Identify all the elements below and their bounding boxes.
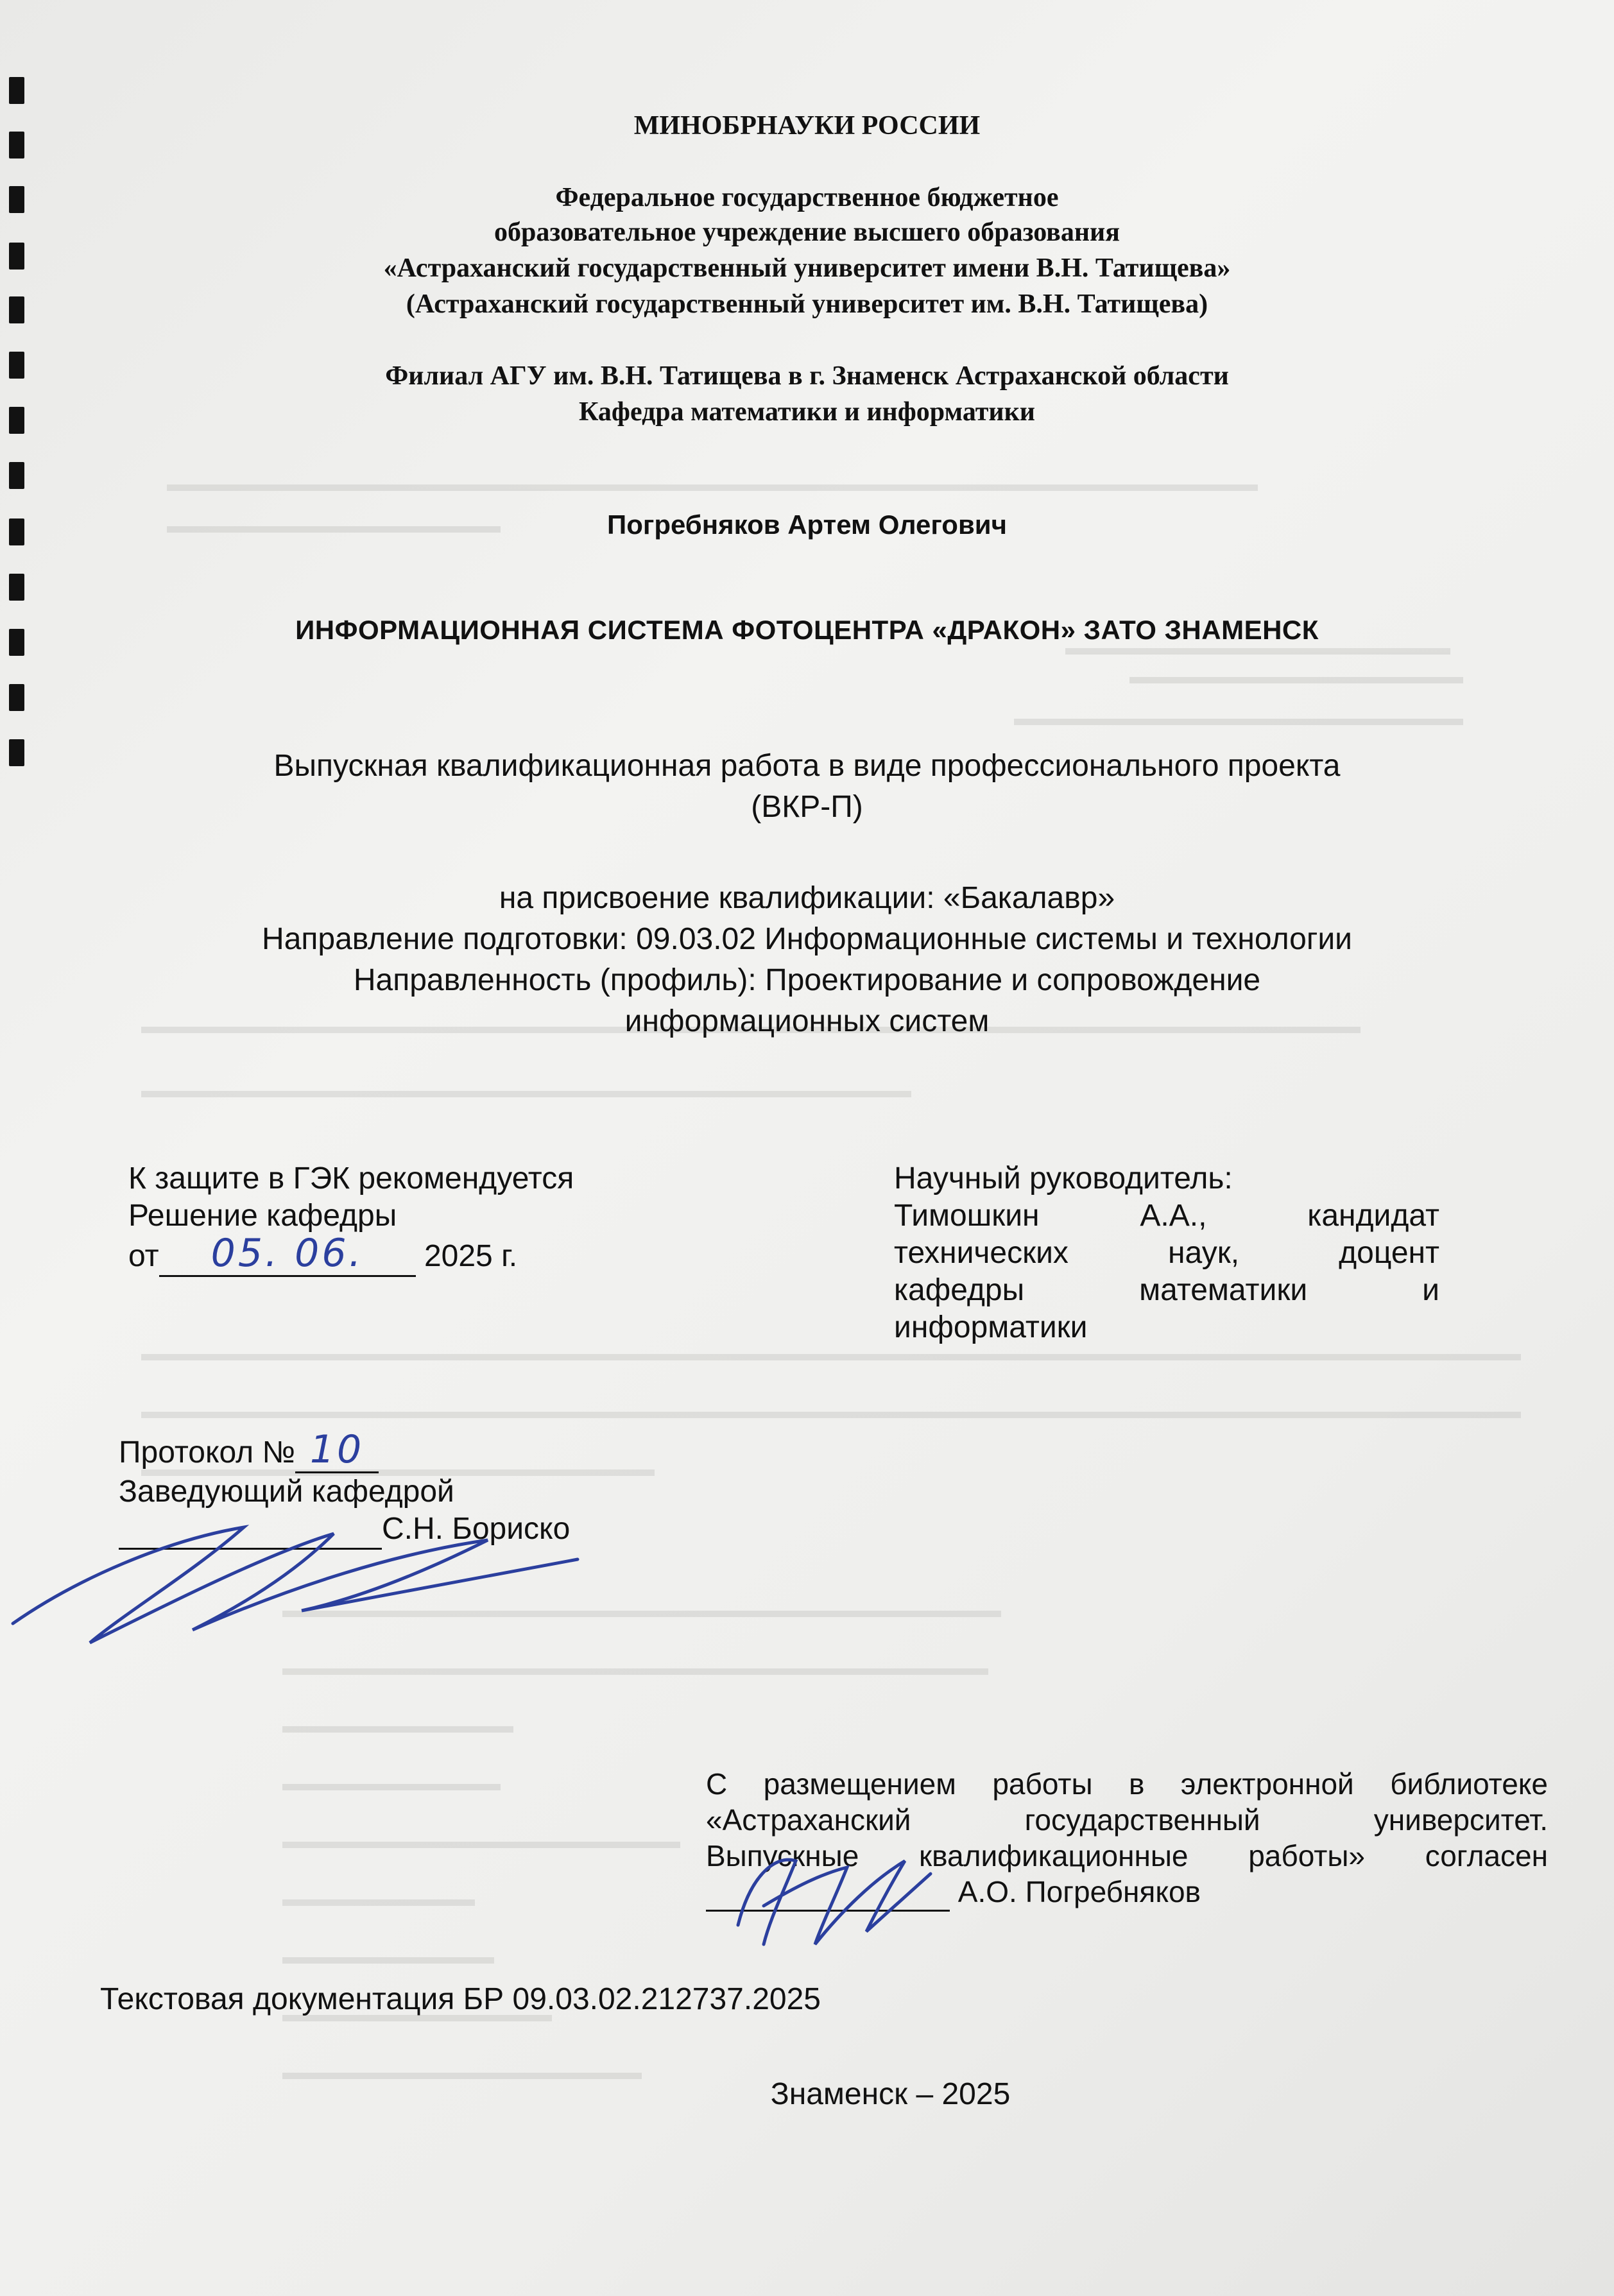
year-suffix: 2025 г. [424,1239,518,1273]
document-code: Текстовая документация БР 09.03.02.212737.2025 [100,1982,821,2016]
consent-signer-name: А.О. Погребняков [957,1875,1201,1908]
head-of-department-name: С.Н. Бориско [382,1512,571,1546]
ministry-name: МИНОБРНАУКИ РОССИИ [633,111,981,141]
defense-block [128,1160,574,1277]
defense-recommend: К защите в ГЭК рекомендуется [128,1161,574,1195]
date-fill [159,1231,416,1277]
handwritten-protocol-number: 10 [309,1427,365,1472]
work-type-line-2: (ВКР-П) [751,790,863,824]
thesis-title: ИНФОРМАЦИОННАЯ СИСТЕМА ФОТОЦЕНТРА «ДРАКОН» ЗАТО ЗНАМЕНСК [295,615,1319,645]
consent-line-3: Выпускные квалификационные работы» согласен [706,1839,1548,1872]
qualification-line-3: Направленность (профиль): Проектирование и сопровождение [353,963,1261,997]
work-type-line-1: Выпускная квалификационная работа в виде профессионального проекта [273,749,1341,783]
qualification-line-1: на присвоение квалификации: «Бакалавр» [499,881,1115,915]
supervisor-line-3: кафедры математики и [894,1273,1439,1307]
date-prefix: от [128,1239,159,1273]
handwritten-date: 05. 06. [210,1231,364,1276]
decision-date-line [128,1231,574,1277]
branch-name: Филиал АГУ им. В.Н. Татищева в г. Знаменск Астраханской области [385,361,1229,391]
consent-line-2: «Астраханский государственный университет. [706,1803,1548,1837]
author-signature-scribble [725,1835,943,1964]
author-name: Погребняков Артем Олегович [607,510,1007,540]
institution-line-1: Федеральное государственное бюджетное [555,183,1059,212]
supervisor-line-2: технических наук, доцент [894,1236,1439,1270]
institution-line-3: «Астраханский государственный университет имени В.Н. Татищева» [383,253,1231,283]
head-signature-scribble [0,1463,642,1668]
protocol-prefix: Протокол № [119,1435,295,1469]
department-name: Кафедра математики и информатики [579,397,1035,427]
supervisor-block [894,1160,1439,1346]
qualification-line-2: Направление подготовки: 09.03.02 Информационные системы и технологии [262,922,1352,956]
head-of-department-label: Заведующий кафедрой [119,1475,454,1509]
supervisor-line-1: Тимошкин А.А., кандидат [894,1199,1439,1233]
city-year: Знаменск – 2025 [770,2077,1011,2111]
supervisor-line-4: информатики [894,1310,1088,1344]
supervisor-label: Научный руководитель: [894,1161,1233,1195]
department-decision: Решение кафедры [128,1199,397,1233]
institution-line-4: (Астраханский государственный университет им. В.Н. Татищева) [406,289,1208,319]
consent-line-1: С размещением работы в электронной библиотеке [706,1767,1548,1801]
institution-line-2: образовательное учреждение высшего образования [494,218,1120,247]
qualification-line-4: информационных систем [624,1004,990,1038]
